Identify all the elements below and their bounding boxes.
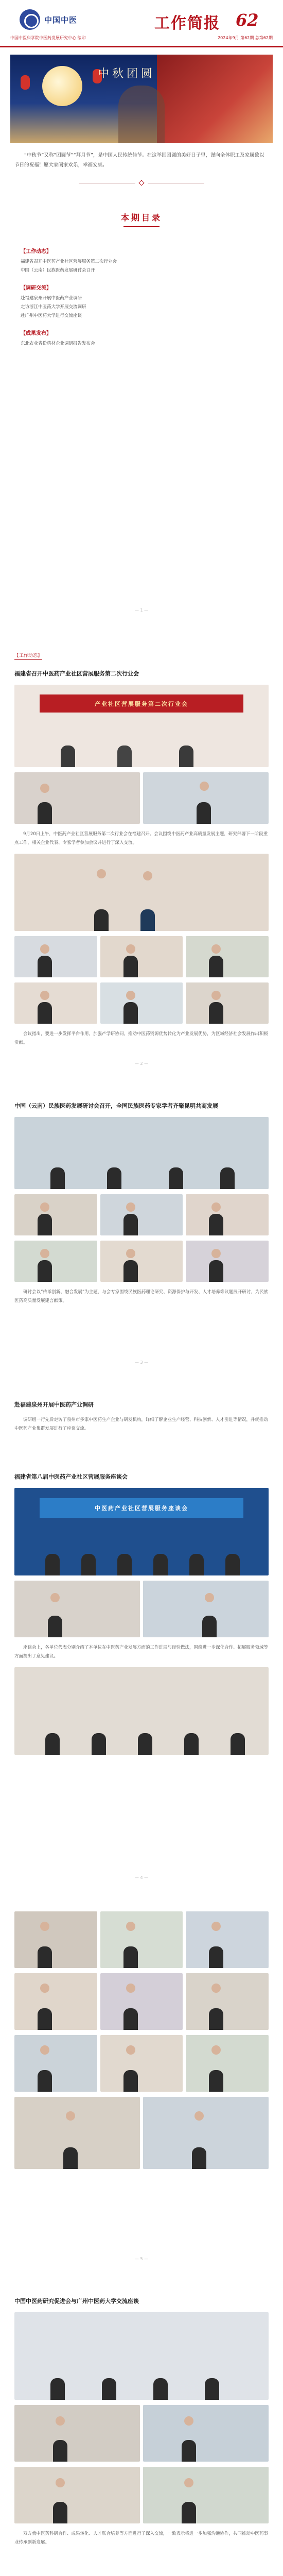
photo-row xyxy=(14,1911,269,1968)
toc-rule xyxy=(123,226,160,227)
paragraph: 9月20日上午，中医药产业社区营展服务第二次行业会在福建召开。会议围绕中医药产业高质量发展主题，研究部署下一阶段重点工作，相关企业代表、专家学者参加会议并进行了深入交流。 xyxy=(14,832,268,845)
photo-row xyxy=(14,1973,269,2030)
meeting-banner: 中医药产业社区营展服务座谈会 xyxy=(40,1498,243,1517)
paragraph: 座谈会上，各单位代表分别介绍了本单位在中医药产业发展方面的工作进展与经验做法，围绕进一步深化合作、拓展服务领域等方面提出了意见建议。 xyxy=(14,1645,269,1659)
toc-item[interactable]: 中国（云南）民族医药发展研讨会召开 xyxy=(21,268,95,273)
photo xyxy=(14,1241,97,1282)
toc-group xyxy=(21,329,262,348)
photo xyxy=(186,1911,269,1968)
publisher: 中国中医科学院中医药发展研究中心 编印 xyxy=(10,36,86,40)
meeting-photo xyxy=(14,685,269,767)
photo xyxy=(100,1241,183,1282)
photo-row xyxy=(14,2405,269,2462)
photo-row xyxy=(14,2467,269,2523)
toc-item[interactable]: 福建省召开中医药产业社区营展服务第二次行业会 xyxy=(21,259,117,264)
toc-title: 本期目录 xyxy=(120,213,162,223)
photo xyxy=(143,1581,269,1637)
toc-item[interactable]: 走访浙江中医药大学开展交流调研 xyxy=(21,304,86,310)
page-number: — 1 — xyxy=(134,608,149,613)
doc-title: 工作简报 xyxy=(154,14,220,32)
article-title: 福建省第八届中医药产业社区营展服务座谈会 xyxy=(14,1473,128,1480)
meeting-banner: 产业社区营展服务第二次行业会 xyxy=(40,694,243,713)
photo xyxy=(100,936,183,977)
photo xyxy=(14,1581,140,1637)
photo xyxy=(186,936,269,977)
toc xyxy=(21,247,262,348)
photo xyxy=(100,982,183,1024)
photo-collage xyxy=(0,1906,283,2169)
lantern-icon xyxy=(21,75,30,90)
toc-category: 【工作动态】 xyxy=(21,249,51,255)
meeting-photo xyxy=(14,1488,269,1575)
photo xyxy=(186,1194,269,1235)
photo-row xyxy=(14,772,269,824)
intro-text: “中秋节”又称“团圆节”“拜月节”，是中国人民传统佳节。在这举国团圆的美好日子里，谨向全体职工及家属致以节日的祝福！愿大家阖家欢乐，幸福安康。 xyxy=(14,152,264,168)
article-title: 赴福建泉州开展中医药产业调研 xyxy=(14,1401,94,1408)
photo xyxy=(14,1194,97,1235)
hero-image xyxy=(10,55,273,143)
photo-row xyxy=(14,936,269,977)
photo xyxy=(186,2035,269,2092)
article-title: 中国中医药研究促进会与广州中医药大学交流座谈 xyxy=(14,2298,139,2304)
photo xyxy=(14,2405,140,2462)
toc-item[interactable]: 赴广州中医药大学进行交流座谈 xyxy=(21,313,82,318)
masthead-subline xyxy=(10,35,273,41)
photo xyxy=(14,2097,140,2169)
logo-emblem-icon xyxy=(20,9,40,30)
hero-figures xyxy=(118,86,165,143)
photo xyxy=(14,936,97,977)
photo xyxy=(143,2405,269,2462)
photo-row xyxy=(14,2097,269,2169)
meeting-photo xyxy=(14,1117,269,1189)
photo xyxy=(100,1911,183,1968)
section-tag: 【工作动态】 xyxy=(14,652,42,660)
hero-caption: 中秋团圆 xyxy=(98,67,156,80)
page-number: — 3 — xyxy=(134,1360,149,1365)
hero-photo xyxy=(157,55,273,143)
toc-item[interactable]: 赴福建泉州开展中医药产业调研 xyxy=(21,296,82,301)
toc-group xyxy=(21,283,262,320)
meeting-photo xyxy=(14,2312,269,2400)
logo-text: 中国中医 xyxy=(44,15,78,25)
photo xyxy=(14,772,140,824)
photo xyxy=(100,1973,183,2030)
logo xyxy=(20,9,77,30)
photo-row xyxy=(14,1581,269,1637)
photo xyxy=(14,2467,140,2523)
photo xyxy=(100,1194,183,1235)
photo xyxy=(143,772,269,824)
toc-group xyxy=(21,247,262,275)
toc-item[interactable]: 东北农业省份药材企业调研报告发布会 xyxy=(21,341,95,346)
masthead xyxy=(0,0,283,47)
photo xyxy=(14,2035,97,2092)
issue-number: 62 xyxy=(236,10,259,30)
photo xyxy=(14,982,97,1024)
article xyxy=(0,2287,283,2547)
article xyxy=(0,1092,283,1306)
photo xyxy=(14,1973,97,2030)
photo xyxy=(100,2035,183,2092)
page-number: — 2 — xyxy=(134,1061,149,1066)
article-title: 中国（云南）民族医药发展研讨会召开，全国民族医药专家学者齐聚昆明共商发展 xyxy=(14,1103,218,1109)
article xyxy=(0,1391,283,1433)
page-number: — 4 — xyxy=(134,1875,149,1880)
photo xyxy=(143,2097,269,2169)
paragraph: 会议指出，要进一步发挥平台作用，加强产学研协同，推动中医药资源优势转化为产业发展优势，为区域经济社会发展作出积极贡献。 xyxy=(14,1031,269,1045)
photo xyxy=(143,2467,269,2523)
page-number: — 5 — xyxy=(134,2257,149,2261)
paragraph: 调研组一行先后走访了泉州市多家中医药生产企业与研发机构，详细了解企业生产经营、科技创新、人才引进等情况，并就推动中医药产业集群发展进行了座谈交流。 xyxy=(14,1417,269,1431)
toc-category: 【调研交流】 xyxy=(21,285,51,291)
photo xyxy=(14,1667,269,1755)
moon-graphic xyxy=(42,66,82,106)
photo-row xyxy=(14,1241,269,1282)
photo xyxy=(186,1973,269,2030)
photo xyxy=(186,982,269,1024)
photo-row xyxy=(14,2035,269,2092)
photo xyxy=(14,854,269,931)
photo-row xyxy=(14,982,269,1024)
issue-date: 2024年9月 第62期 总第62期 xyxy=(218,36,273,40)
article-title: 福建省召开中医药产业社区营展服务第二次行业会 xyxy=(14,670,139,677)
paragraph: 双方就中医药科研合作、成果转化、人才联合培养等方面进行了深入交流，一致表示将进一步加强沟通协作，共同推动中医药事业传承创新发展。 xyxy=(14,2531,269,2545)
article xyxy=(0,649,283,1047)
divider-ornament xyxy=(0,177,283,189)
photo-row xyxy=(14,1194,269,1235)
article xyxy=(0,1463,283,1755)
toc-category: 【成果发布】 xyxy=(21,331,51,336)
photo xyxy=(186,1241,269,1282)
paragraph: 研讨会以“传承创新、融合发展”为主题，与会专家围绕民族医药理论研究、资源保护与开发、人才培养等议题展开研讨，为民族医药高质量发展建言献策。 xyxy=(14,1290,269,1303)
photo xyxy=(14,1911,97,1968)
